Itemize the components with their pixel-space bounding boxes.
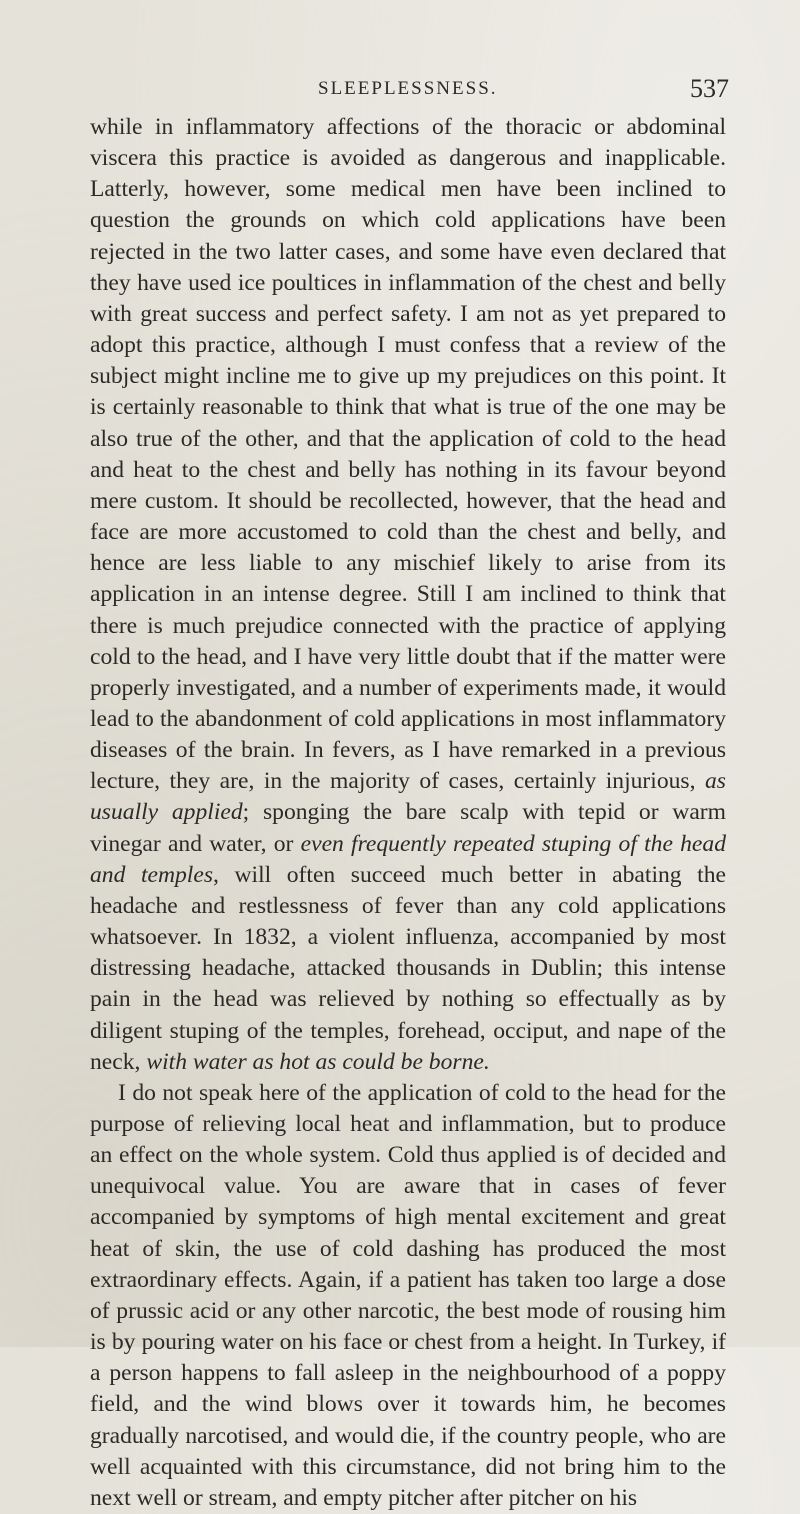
running-title: SLEEPLESSNESS.: [318, 78, 498, 99]
paragraph-1-italic-b: even frequently repeated stuping of the head and temples: [90, 830, 726, 888]
paragraph-1-italic-a: as usually applied: [90, 768, 726, 826]
running-head: [0, 74, 800, 108]
paragraph-1-text-b: ; sponging the bare scalp with tepid or warm vinegar and water, or: [90, 799, 727, 857]
paragraph-1-text-a: while in inflammatory affections of the thoracic or abdominal viscera this practice is avoided as dangerous and inapplicable. Latterly, however, some medical men have been inclined to question the grounds on which cold applications have been rejected in the two latter cases, and some have even declared that they have used ice poultices in inflammation of the chest and belly with great success and perfect safety. I am not as yet prepared to adopt this practice, although I must confess that a review of the subject might incline me to give up my prejudices on this point. It is certainly reasonable to think that what is true of the one may be also true of the other, and that the application of cold to the head and heat to the chest and belly has nothing in its favour beyond mere custom. It should be recollected, however, that the head and face are more accustomed to cold than the chest and belly, and hence are less liable to any mischief likely to arise from its application in an intense degree. Still I am inclined to think that there is much prejudice connected with the practice of applying cold to the head, and I have very little doubt that if the matter were properly investigated, and a number of experiments made, it would lead to the abandonment of cold applications in most inflammatory diseases of the brain. In fevers, as I have remarked in a previous lecture, they are, in the majority of cases, certainly injurious,: [90, 114, 726, 795]
paragraph-2: I do not speak here of the application of cold to the head for the purpose of relieving local heat and inflammation, but to produce an effect on the whole system. Cold thus applied is of decided and unequivocal value. You are aware that in cases of fever accompanied by symptoms of high mental excitement and great heat of skin, the use of cold dashing has produced the most extraordinary effects. Again, if a patient has taken too large a dose of prussic acid or any other narcotic, the best mode of rousing him is by pouring water on his face or chest from a height. In Turkey, if a person happens to fall asleep in the neighbourhood of a poppy field, and the wind blows over it towards him, he becomes gradually narcotised, and would die, if the country people, who are well acquainted with this circumstance, did not bring him to the next well or stream, and empty pitcher after pitcher on his: [90, 1079, 726, 1511]
page-number: 537: [690, 74, 729, 103]
paragraph-1: [90, 112, 726, 1078]
paragraph-1-italic-c: with water as hot as could be borne.: [146, 1048, 490, 1075]
paragraph-1-text-c: , will often succeed much better in abating the headache and restlessness of fever than any cold applications whatsoever. In 1832, a violent influenza, accompanied by most distressing headache, attacked thousands in Dublin; this intense pain in the head was relieved by nothing so effectually as by diligent stuping of the temples, forehead, occiput, and nape of the neck,: [90, 861, 726, 1075]
body-text: [90, 112, 726, 1514]
